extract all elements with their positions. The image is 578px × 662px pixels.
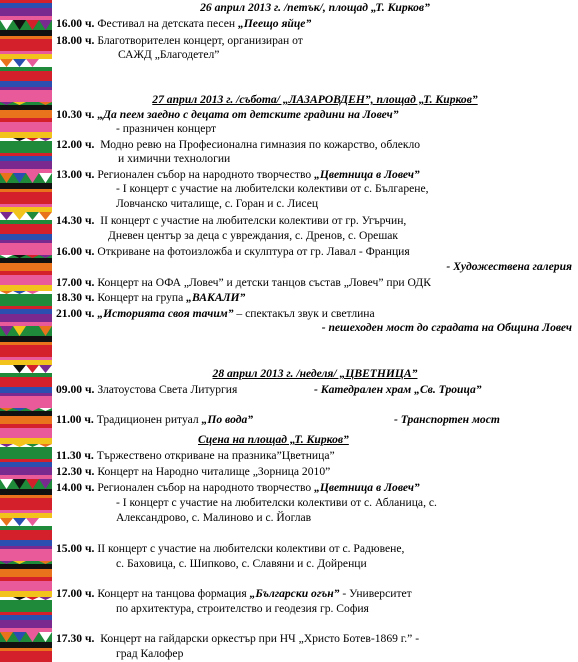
rug-stripe [0, 141, 52, 153]
event-item [56, 17, 311, 31]
rug-stripe [0, 336, 52, 342]
event-title: „Да пеем заедно с децата от детските градини на Ловеч” [97, 108, 399, 121]
rug-stripe [0, 411, 52, 416]
event-item [56, 291, 245, 305]
event-time: 13.00 ч. [56, 168, 95, 181]
event-title: „ВАКАЛИ” [186, 291, 246, 304]
rug-stripe [0, 81, 52, 87]
rug-stripe [0, 67, 52, 71]
event-item [56, 34, 303, 48]
rug-stripe [0, 8, 52, 16]
event-text: Концерт на Народно читалище „Зорница 2010” [97, 465, 331, 478]
event-title: „Цветница в Ловеч” [314, 168, 420, 181]
event-item [56, 449, 335, 463]
rug-stripe [0, 438, 52, 444]
event-item [56, 307, 375, 321]
event-time: 17.00 ч. [56, 587, 95, 600]
rug-stripe [0, 189, 52, 192]
event-time: 16.00 ч. [56, 245, 95, 258]
event-title: „Български огън” [249, 587, 340, 600]
decorative-rug-border [0, 0, 52, 662]
rug-stripe [0, 540, 52, 546]
rug-stripe [0, 30, 52, 36]
event-text: Концерт на гайдарски оркестър при НЧ „Христо Ботев-1869 г.” - [100, 632, 420, 645]
rug-stripe [0, 118, 52, 122]
rug-stripe [0, 207, 52, 212]
rug-stripe [0, 387, 52, 393]
rug-stripe [0, 309, 52, 314]
rug-stripe [0, 530, 52, 540]
rug-stripe [0, 105, 52, 110]
event-text: Регионален събор на народното творчество [97, 168, 315, 181]
event-venue: - Катедрален храм „Св. Троица” [314, 383, 482, 396]
rug-stripe [0, 424, 52, 428]
event-text: Традиционен ритуал [96, 413, 202, 426]
rug-stripe [0, 87, 52, 90]
event-time: 18.30 ч. [56, 291, 95, 304]
rug-stripe [0, 569, 52, 577]
rug-stripe [0, 416, 52, 424]
rug-stripe [0, 600, 52, 612]
rug-stripe [0, 243, 52, 255]
rug-stripe [0, 462, 52, 467]
rug-stripe [0, 393, 52, 396]
day-header-text: 28 април 2013 г. /неделя/ „ЦВЕТНИЦА” [212, 367, 418, 380]
rug-stripe [0, 447, 52, 459]
rug-stripe [0, 71, 52, 81]
rug-stripe [0, 39, 52, 51]
event-title: „Цветница в Ловеч” [314, 481, 420, 494]
rug-stripe [0, 285, 52, 291]
day-header-26 [56, 1, 574, 15]
event-text: II концерт с участие на любителски колективи от гр. Угърчин, [100, 214, 407, 227]
event-continuation: САЖД „Благодетел” [118, 48, 220, 61]
rug-stripe [0, 90, 52, 102]
rug-stripe [0, 161, 52, 169]
rug-stripe [0, 373, 52, 377]
event-text: Откриване на фотоизложба и скулптура от гр. Лавал - Франция [97, 245, 410, 258]
event-title: „Пеещо яйце” [237, 17, 312, 30]
rug-stripe [0, 51, 52, 54]
rug-stripe [0, 36, 52, 39]
event-item [56, 632, 419, 646]
event-continuation: с. Баховица, с. Шипково, с. Славяни и с. Дойренци [116, 557, 367, 570]
event-item [56, 542, 404, 556]
event-text: Модно ревю на Професионална гимназия по кожарство, облекло [100, 138, 421, 151]
rug-stripe [0, 306, 52, 309]
rug-stripe [0, 475, 52, 479]
rug-stripe [0, 396, 52, 408]
rug-stripe [0, 240, 52, 243]
event-item [56, 276, 431, 290]
event-time: 15.00 ч. [56, 542, 95, 555]
rug-stripe [0, 220, 52, 224]
event-text: Фестивал на детската песен [97, 17, 238, 30]
rug-stripe [0, 224, 52, 234]
rug-stripe [0, 546, 52, 549]
rug-stripe [0, 510, 52, 513]
rug-stripe [0, 360, 52, 365]
rug-stripe [0, 169, 52, 173]
event-title: „Историята своя тачим” [97, 307, 234, 320]
rug-stripe [0, 275, 52, 285]
rug-stripe [0, 342, 52, 345]
day-header-text: 26 април 2013 г. /петък/, площад „Т. Кирков” [200, 1, 430, 14]
rug-stripe [0, 498, 52, 510]
day-header-27 [56, 93, 574, 107]
rug-stripe [0, 495, 52, 498]
rug-stripe [0, 467, 52, 475]
event-item [56, 214, 406, 228]
event-item [56, 481, 420, 495]
event-continuation: и химични технологии [118, 152, 231, 165]
rug-stripe [0, 132, 52, 138]
event-venue: - Транспортен мост [394, 413, 500, 426]
event-continuation: Ловчанско читалище, с. Горан и с. Лисец [116, 197, 319, 210]
rug-stripe [0, 459, 52, 462]
rug-stripe [0, 0, 52, 3]
rug-stripe [0, 153, 52, 156]
rug-stripe [0, 3, 52, 8]
rug-stripe [0, 294, 52, 306]
rug-stripe [0, 648, 52, 651]
event-title: „По вода” [201, 413, 254, 426]
rug-stripe [0, 591, 52, 597]
rug-stripe [0, 620, 52, 628]
event-continuation: Дневен център за деца с увреждания, с. Дренов, с. Орешак [108, 229, 399, 242]
event-item [56, 465, 330, 479]
event-text: Тържествено откриване на празника”Цветница” [96, 449, 335, 462]
rug-stripe [0, 156, 52, 161]
stage-subheader: Сцена на площад „Т. Кирков” [198, 433, 349, 446]
event-item [56, 383, 237, 397]
rug-stripe [0, 377, 52, 387]
event-text: – спектакъл звук и светлина [233, 307, 375, 320]
rug-stripe [0, 513, 52, 518]
event-time: 16.00 ч. [56, 17, 95, 30]
event-continuation: по архитектура, строителство и геодезия гр. София [116, 602, 369, 615]
event-item [56, 245, 410, 259]
rug-stripe [0, 642, 52, 648]
event-time: 09.00 ч. [56, 383, 95, 396]
day-header-28 [56, 367, 574, 381]
event-continuation: град Калофер [116, 647, 184, 660]
event-continuation: Александрово, с. Малиново и с. Йоглав [116, 511, 312, 524]
event-time: 11.00 ч. [56, 413, 94, 426]
event-text: Златоустова Света Литургия [97, 383, 238, 396]
rug-stripe [0, 581, 52, 591]
event-item [56, 138, 420, 152]
event-text: Регионален събор на народното творчество [97, 481, 315, 494]
rug-stripe [0, 615, 52, 620]
program-document [56, 0, 574, 662]
rug-stripe [0, 122, 52, 132]
rug-stripe [0, 357, 52, 360]
event-continuation: - празничен концерт [116, 122, 217, 135]
rug-stripe [0, 526, 52, 530]
event-venue: - пешеходен мост до сградата на Община Ловеч [321, 321, 572, 334]
event-item [56, 168, 420, 182]
event-time: 14.00 ч. [56, 481, 95, 494]
rug-stripe [0, 628, 52, 632]
rug-stripe [0, 651, 52, 662]
rug-stripe [0, 314, 52, 322]
event-text: - Университет [339, 587, 412, 600]
event-item [56, 413, 253, 427]
rug-stripe [0, 271, 52, 275]
event-item [56, 587, 412, 601]
event-text: Концерт на ОФА „Ловеч” и детски танцов състав „Ловеч” при ОДК [97, 276, 431, 289]
event-continuation: - I концерт с участие на любителски колективи от с. Българене, [116, 182, 429, 195]
rug-stripe [0, 489, 52, 495]
event-time: 17.30 ч. [56, 632, 95, 645]
event-time: 10.30 ч. [56, 108, 95, 121]
rug-stripe [0, 204, 52, 207]
event-time: 12.00 ч. [56, 138, 95, 151]
event-time: 18.00 ч. [56, 34, 95, 47]
rug-stripe [0, 612, 52, 615]
event-venue: - Художествена галерия [446, 260, 572, 273]
event-item [56, 108, 399, 122]
rug-stripe [0, 549, 52, 561]
event-text: Концерт на танцова формация [97, 587, 250, 600]
rug-stripe [0, 54, 52, 59]
rug-stripe [0, 258, 52, 263]
rug-stripe [0, 564, 52, 569]
event-text: II концерт с участие на любителски колективи от с. Радювене, [97, 542, 405, 555]
event-time: 12.30 ч. [56, 465, 95, 478]
rug-stripe [0, 577, 52, 581]
event-text: Благотворителен концерт, организиран от [97, 34, 303, 47]
day-header-text: 27 април 2013 г. /събота/ „ЛАЗАРОВДЕН”, площад „Т. Кирков” [152, 93, 478, 106]
rug-stripe [0, 234, 52, 240]
event-time: 11.30 ч. [56, 449, 94, 462]
rug-stripe [0, 192, 52, 204]
rug-stripe [0, 110, 52, 118]
event-text: Концерт на група [97, 291, 187, 304]
event-time: 17.00 ч. [56, 276, 95, 289]
event-continuation: - I концерт с участие на любителски колективи от с. Абланица, с. [116, 496, 437, 509]
rug-stripe [0, 183, 52, 189]
rug-stripe [0, 428, 52, 438]
rug-stripe [0, 263, 52, 271]
rug-pattern [0, 0, 52, 662]
rug-stripe [0, 16, 52, 20]
rug-stripe [0, 345, 52, 357]
event-time: 14.30 ч. [56, 214, 95, 227]
event-time: 21.00 ч. [56, 307, 95, 320]
rug-stripe [0, 322, 52, 326]
